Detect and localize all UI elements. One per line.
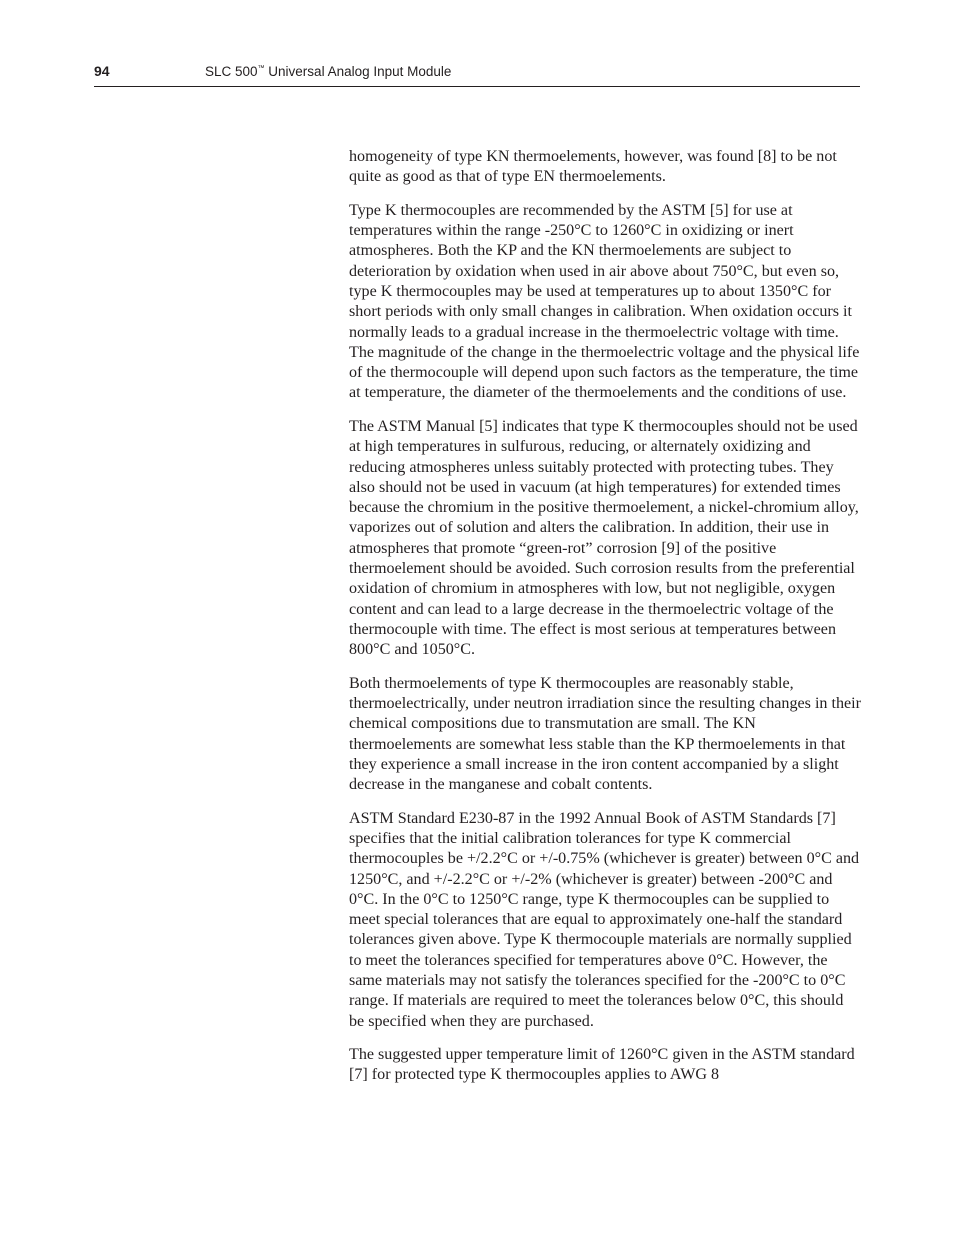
paragraph: homogeneity of type KN thermoelements, however, was found [8] to be not quite as good as that of type EN thermoelements.	[349, 148, 837, 186]
paragraph: The ASTM Manual [5] indicates that type K thermocouples should not be used at high temperatures in sulfurous, reducing, or alternately oxidizing and reducing atmospheres unless suitably protected with protecting tubes. They also should not be used in vacuum (at high temperatures) for extended times because the chromium in the positive thermoelement, a nickel-chromium alloy, vaporizes out of solution and alters the calibration. In addition, their use in atmospheres that promote “green-rot” corrosion [9] of the positive thermoelement should be avoided. Such corrosion results from the preferential oxidation of chromium in atmospheres with low, but not negligible, oxygen content and can lead to a large decrease in the thermoelectric voltage of the thermocouple with time. The effect is most serious at temperatures between 800°C and 1050°C.	[349, 417, 859, 659]
running-title	[205, 64, 451, 79]
paragraph: Type K thermocouples are recommended by the ASTM [5] for use at temperatures within the range -250°C to 1260°C in oxidizing or inert atmospheres. Both the KP and the KN thermoelements are subject to deterioration by oxidation when used in air above about 750°C, but even so, type K thermocouples may be used at temperatures up to about 1350°C for short periods with only small changes in calibration. When oxidation occurs it normally leads to a gradual increase in the thermoelectric voltage with time. The magnitude of the change in the thermoelectric voltage and the physical life of the thermocouple will depend upon such factors as the temperature, the time at temperature, the diameter of the thermoelements and the conditions of use.	[349, 201, 860, 402]
paragraph: ASTM Standard E230-87 in the 1992 Annual Book of ASTM Standards [7] specifies that the initial calibration tolerances for type K commercial thermocouples be +/2.2°C or +/-0.75% (whichever is greater) between 0°C and 1250°C, and +/-2.2°C or +/-2% (whichever is greater) between -200°C and 0°C. In the 0°C to 1250°C range, type K thermocouples can be supplied to meet special tolerances that are equal to approximately one-half the standard tolerances given above. Type K thermocouple materials are normally supplied to meet the tolerances specified for temperatures above 0°C. However, the same materials may not satisfy the tolerances specified for the -200°C to 0°C range. If materials are required to meet the tolerances below 0°C, this should be specified when they are purchased.	[349, 809, 860, 1030]
running-title-main: SLC 500	[205, 64, 258, 79]
page-header	[94, 62, 860, 87]
page-number: 94	[94, 63, 110, 79]
body-text	[349, 147, 861, 1099]
paragraph: Both thermoelements of type K thermocouples are reasonably stable, thermoelectrically, under neutron irradiation since the resulting changes in their chemical compositions due to transmutation are small. The KN thermoelements are somewhat less stable than the KP thermoelements in that they experience a small increase in the iron content accompanied by a slight decrease in the manganese and cobalt contents.	[349, 674, 861, 794]
paragraph: The suggested upper temperature limit of 1260°C given in the ASTM standard [7] for protected type K thermocouples applies to AWG 8	[349, 1046, 855, 1084]
running-title-rest: Universal Analog Input Module	[264, 64, 452, 79]
trademark-mark: ™	[257, 65, 265, 72]
